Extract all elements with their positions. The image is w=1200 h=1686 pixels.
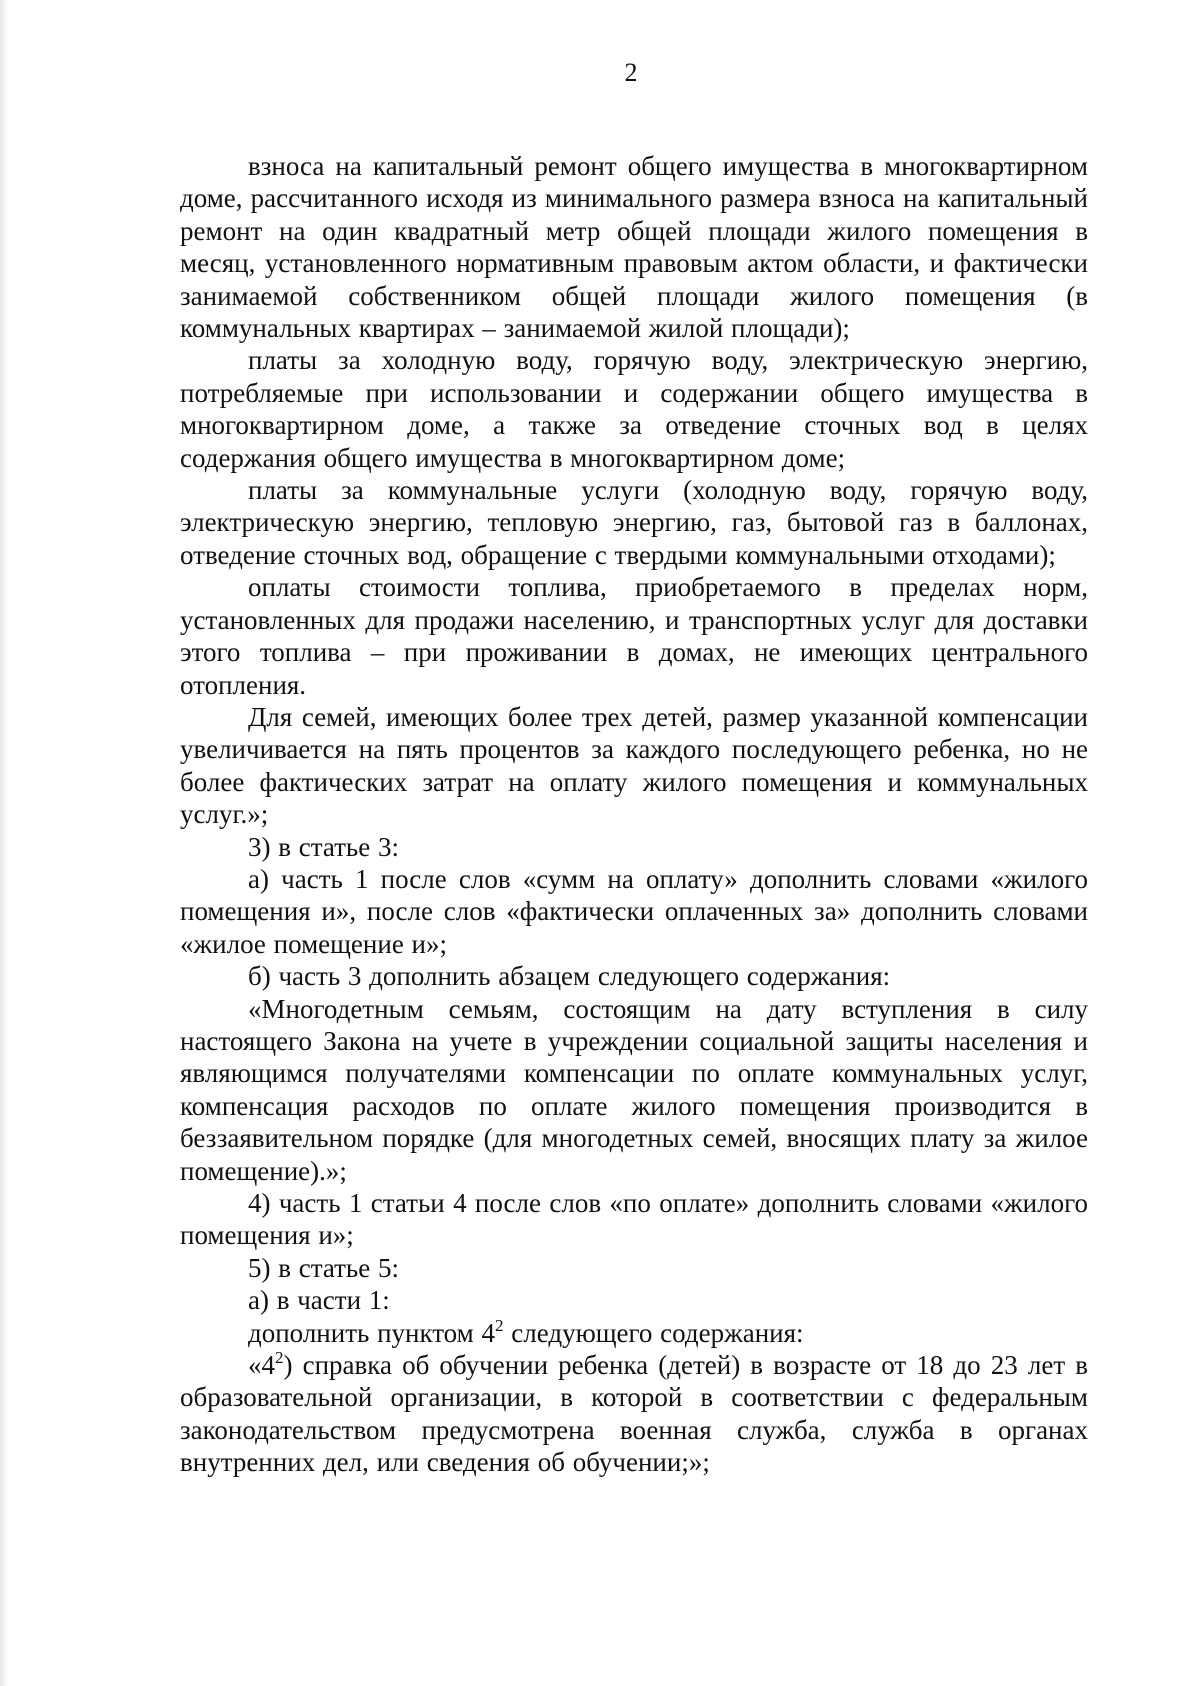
paragraph-fuel-cost: оплаты стоимости топлива, приобретаемого в пределах норм, установленных для продажи населению, и транспортных услуг для доставки этого топлива – при проживании в домах, не имеющих центрального отопления. xyxy=(180,572,1088,700)
text-segment: следующего содержания: xyxy=(503,1317,804,1348)
paragraph-large-families: Для семей, имеющих более трех детей, размер указанной компенсации увеличивается на пять процентов за каждого последующего ребенка, но не более фактических затрат на оплату жилого помещения и коммунальных услуг.»; xyxy=(180,701,1088,830)
paragraph-capital-repair-contribution: взноса на капитальный ремонт общего имущества в многоквартирном доме, рассчитанного исходя из минимального размера взноса на капитальный ремонт на один квадратный метр общей площади жилого помещения в месяц, установленного нормативным правовым актом области, и фактически занимаемой собственником общей площади жилого помещения (в коммунальных квартирах – занимаемой жилой площади); xyxy=(180,151,1088,344)
paragraph-add-item-4-2 xyxy=(180,1317,1088,1349)
paragraph-article-3: 3) в статье 3: xyxy=(248,831,399,862)
text-segment: ) справка об обучении ребенка (детей) в возрасте от 18 до 23 лет в образовательной организации, в которой в соответствии с федеральным законодательством предусмотрена военная служба, служба в органах внутренних дел, или сведения об обучении;»; xyxy=(180,1350,1088,1478)
scan-edge xyxy=(0,0,8,1686)
paragraph-article-5-part-1: а) в части 1: xyxy=(248,1285,390,1316)
paragraph-article-4: 4) часть 1 статьи 4 после слов «по оплате» дополнить словами «жилого помещения и»; xyxy=(180,1188,1088,1251)
page-number: 2 xyxy=(624,58,638,87)
paragraph-utility-services: платы за коммунальные услуги (холодную воду, горячую воду, электрическую энергию, тепловую энергию, газ, бытовой газ в баллонах, отведение сточных вод, обращение с твердыми коммунальными отходами); xyxy=(180,475,1088,570)
paragraph-article-3-part-3: б) часть 3 дополнить абзацем следующего содержания: xyxy=(248,961,891,992)
document-body xyxy=(180,150,1088,1479)
paragraph-common-property-utilities: платы за холодную воду, горячую воду, электрическую энергию, потребляемые при использовании и содержании общего имущества в многоквартирном доме, а также за отведение сточных вод в целях содержания общего имущества в многоквартирном доме; xyxy=(180,345,1088,473)
text-segment: «4 xyxy=(248,1350,275,1381)
paragraph-large-families-quote: «Многодетным семьям, состоящим на дату вступления в силу настоящего Закона на учете в учреждении социальной защиты населения и являющимся получателями компенсации по оплате коммунальных услуг, компенсация расходов по оплате жилого помещения производится в беззаявительном порядке (для многодетных семей, вносящих плату за жилое помещение).»; xyxy=(180,993,1088,1186)
superscript: 2 xyxy=(495,1315,504,1335)
text-segment: дополнить пунктом 4 xyxy=(248,1317,495,1348)
paragraph-article-3-part-1: а) часть 1 после слов «сумм на оплату» дополнить словами «жилого помещения и», после слов «фактически оплаченных за» дополнить словами «жилое помещение и»; xyxy=(180,863,1088,959)
paragraph-article-5: 5) в статье 5: xyxy=(248,1252,399,1283)
superscript: 2 xyxy=(275,1348,284,1368)
paragraph-item-4-2-text xyxy=(180,1349,1088,1479)
